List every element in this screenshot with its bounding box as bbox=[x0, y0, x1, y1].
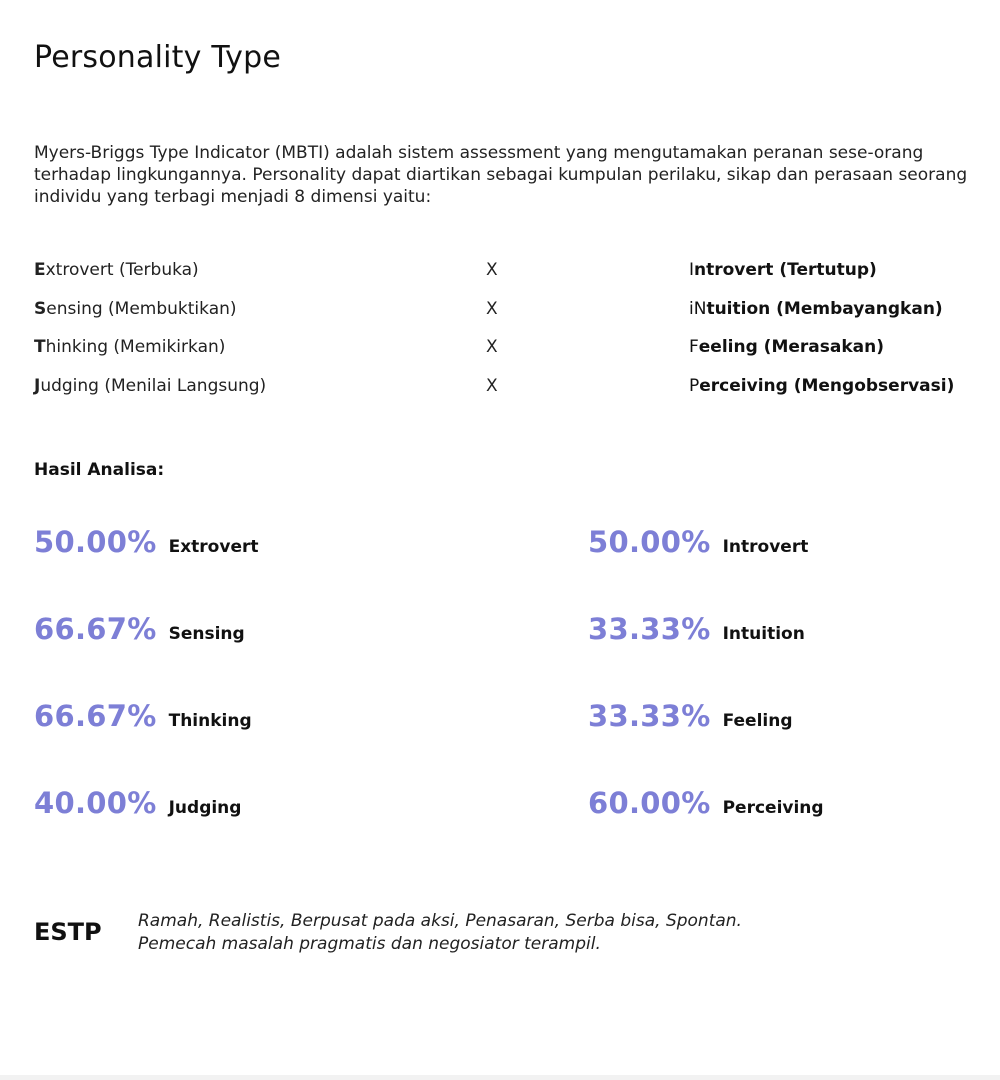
dimension-separator: X bbox=[486, 260, 498, 280]
dimension-right-initial: F bbox=[689, 337, 699, 358]
dimension-right-text: ntrovert (Tertutup) bbox=[694, 260, 877, 280]
result-extrovert bbox=[34, 525, 258, 559]
intro-paragraph: Myers-Briggs Type Indicator (MBTI) adalah sistem assessment yang mengutamakan peranan sese-orang terhadap lingkungannya. Personality dapat diartikan sebagai kumpulan perilaku, sikap dan perasaan seorang individu yang terbagi menjadi 8 dimensi yaitu: bbox=[34, 143, 968, 207]
dimension-left-label bbox=[34, 331, 225, 363]
dimension-row-tf bbox=[34, 331, 974, 370]
dimension-right-initial: P bbox=[689, 376, 700, 397]
dimension-right-text: eeling (Merasakan) bbox=[698, 337, 884, 358]
dimension-left-initial: T bbox=[34, 337, 46, 358]
result-percentage: 33.33% bbox=[588, 699, 711, 733]
dimension-separator: X bbox=[486, 298, 498, 319]
result-percentage: 50.00% bbox=[588, 525, 711, 559]
result-row bbox=[34, 699, 974, 786]
result-label: Extrovert bbox=[168, 537, 259, 557]
dimension-left-initial: E bbox=[34, 260, 46, 280]
result-row bbox=[34, 786, 974, 873]
result-row bbox=[34, 612, 974, 699]
result-percentage: 50.00% bbox=[34, 525, 157, 559]
result-percentage: 66.67% bbox=[34, 699, 157, 733]
page-title: Personality Type bbox=[34, 40, 282, 75]
dimension-left-label bbox=[34, 293, 237, 325]
dimension-left-initial: S bbox=[34, 298, 47, 319]
result-percentage: 40.00% bbox=[34, 786, 157, 820]
result-label: Introvert bbox=[722, 537, 809, 557]
dimension-left-label bbox=[34, 254, 199, 286]
dimension-row-jp bbox=[34, 370, 974, 409]
dimension-left-initial: J bbox=[34, 376, 41, 397]
page-bottom-divider bbox=[0, 1075, 1000, 1080]
personality-type-code: ESTP bbox=[34, 918, 102, 946]
result-percentage: 33.33% bbox=[588, 612, 711, 646]
type-description-line-2: Pemecah masalah pragmatis dan negosiator terampil. bbox=[138, 934, 601, 954]
dimensions-table bbox=[34, 254, 974, 409]
dimension-row-ei bbox=[34, 254, 974, 293]
result-label: Feeling bbox=[722, 711, 793, 731]
dimension-right-label bbox=[689, 293, 943, 325]
result-perceiving bbox=[588, 786, 824, 820]
personality-type-description bbox=[138, 910, 898, 956]
dimension-right-label bbox=[689, 254, 877, 286]
result-feeling bbox=[588, 699, 793, 733]
result-judging bbox=[34, 786, 241, 820]
dimension-right-initial: I bbox=[689, 260, 695, 280]
result-label: Sensing bbox=[168, 624, 245, 644]
dimension-left-text: hinking (Memikirkan) bbox=[45, 337, 226, 358]
dimension-row-sn bbox=[34, 293, 974, 332]
results-heading: Hasil Analisa: bbox=[34, 460, 165, 480]
result-label: Intuition bbox=[722, 624, 805, 644]
result-percentage: 60.00% bbox=[588, 786, 711, 820]
result-percentage: 66.67% bbox=[34, 612, 157, 646]
dimension-separator: X bbox=[486, 337, 498, 358]
result-label: Thinking bbox=[168, 711, 252, 731]
dimension-right-text: erceiving (Mengobservasi) bbox=[699, 376, 955, 397]
dimension-separator: X bbox=[486, 376, 498, 397]
dimension-left-label bbox=[34, 370, 266, 402]
dimension-left-text: udging (Menilai Langsung) bbox=[40, 376, 267, 397]
result-row bbox=[34, 525, 974, 612]
result-sensing bbox=[34, 612, 245, 646]
dimension-left-text: xtrovert (Terbuka) bbox=[45, 260, 199, 280]
dimension-right-initial: iN bbox=[689, 298, 707, 319]
type-description-line-1: Ramah, Realistis, Berpusat pada aksi, Penasaran, Serba bisa, Spontan. bbox=[138, 911, 742, 931]
dimension-left-text: ensing (Membuktikan) bbox=[46, 298, 237, 319]
dimension-right-label bbox=[689, 331, 884, 363]
dimension-right-label bbox=[689, 370, 954, 402]
result-introvert bbox=[588, 525, 808, 559]
result-label: Judging bbox=[168, 798, 242, 818]
result-label: Perceiving bbox=[722, 798, 824, 818]
dimension-right-text: tuition (Membayangkan) bbox=[706, 298, 943, 319]
results-grid bbox=[34, 525, 974, 873]
result-intuition bbox=[588, 612, 805, 646]
result-thinking bbox=[34, 699, 252, 733]
